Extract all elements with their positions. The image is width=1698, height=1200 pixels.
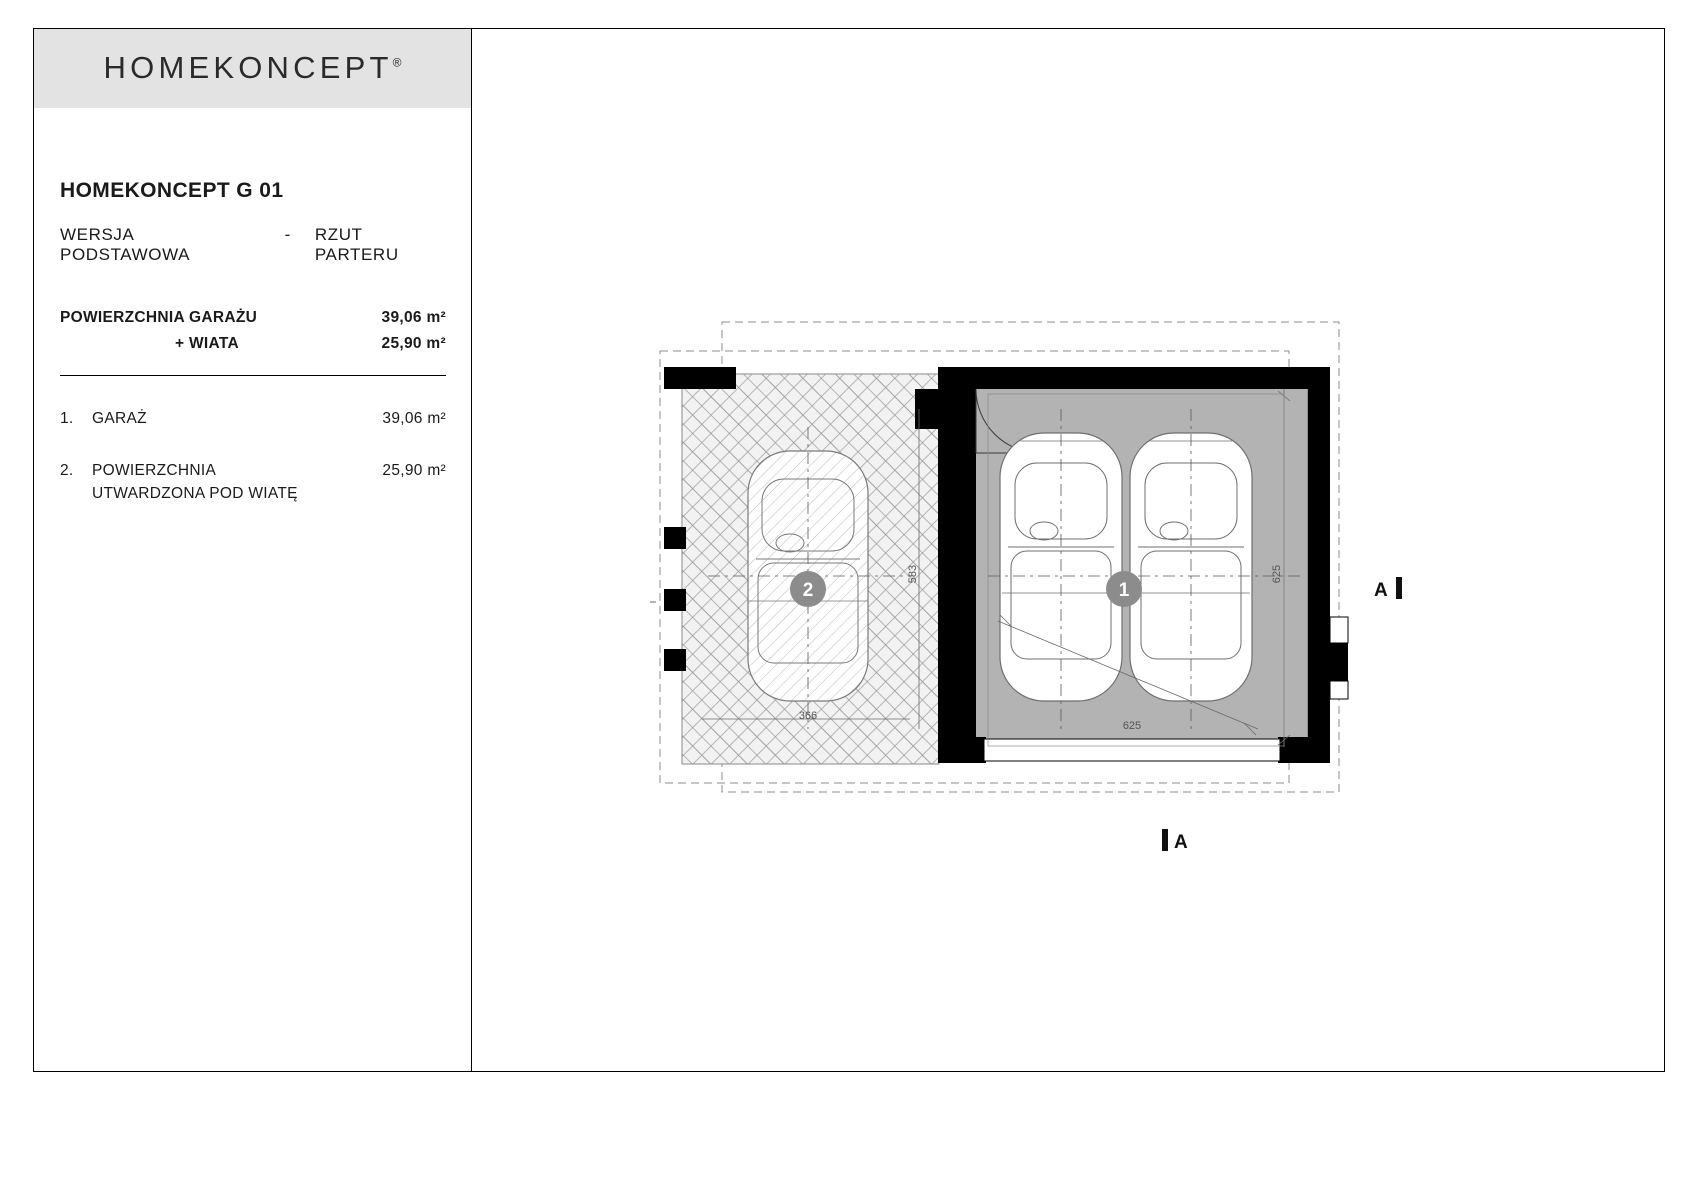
- brand-logo-text: HOMEKONCEPT: [103, 50, 393, 85]
- page-title: HOMEKONCEPT G 01: [60, 179, 284, 202]
- floor-plan-drawing: [472, 29, 1664, 1071]
- area-garage-label: POWIERZCHNIA GARAŻU: [60, 309, 258, 326]
- canopy-posts: [664, 527, 686, 671]
- dimension-canopy-width-text: 366: [798, 710, 818, 722]
- room-badge-1: [1106, 571, 1142, 607]
- room-2-name: [92, 462, 354, 503]
- registered-mark-icon: ®: [392, 55, 402, 70]
- section-marker-bottom: [1162, 829, 1188, 853]
- info-panel: [34, 29, 472, 1071]
- room-1-number: 1.: [60, 410, 74, 427]
- section-marker-right: [1374, 577, 1402, 601]
- room-list-item-2: [60, 462, 446, 503]
- room-1-area: 39,06 m²: [382, 410, 446, 427]
- area-garage-row: [60, 309, 446, 327]
- project-version-label: WERSJA PODSTAWOWA: [60, 225, 191, 264]
- garage-door-opening: [984, 739, 1280, 761]
- subtitle-separator: -: [284, 225, 291, 244]
- svg-text:A: A: [1174, 832, 1188, 853]
- project-subtitle: [60, 225, 446, 265]
- area-canopy-row: [60, 335, 446, 353]
- brand-logo-band: [34, 29, 471, 108]
- area-canopy-label: + WIATA: [175, 335, 239, 352]
- section-divider: [60, 375, 446, 376]
- floor-plan-svg: [472, 29, 1665, 1071]
- brand-logo: [104, 50, 402, 86]
- svg-text:1: 1: [1118, 580, 1130, 601]
- dimension-garage-width-bottom-text: 625: [1122, 720, 1142, 732]
- drawing-type-label: RZUT PARTERU: [314, 225, 399, 264]
- room-badge-2: [790, 571, 826, 607]
- dimension-garage-depth-right-text: 625: [1271, 564, 1283, 584]
- room-2-number: 2.: [60, 462, 74, 479]
- room-2-name-line1: POWIERZCHNIA: [92, 462, 217, 479]
- drawing-sheet: [33, 28, 1665, 1072]
- room-2-area: 25,90 m²: [382, 462, 446, 479]
- dimension-canopy-depth-text: 583: [907, 564, 919, 584]
- svg-text:2: 2: [802, 580, 814, 601]
- right-wall-details: [1330, 617, 1348, 699]
- area-canopy-value: 25,90 m²: [381, 335, 446, 352]
- room-2-name-line2: UTWARDZONA POD WIATĘ: [92, 485, 298, 502]
- room-list-item-1: [60, 410, 446, 428]
- area-garage-value: 39,06 m²: [381, 309, 446, 326]
- project-info: [60, 179, 446, 503]
- svg-text:A: A: [1374, 580, 1388, 601]
- room-1-name: GARAŻ: [92, 410, 147, 427]
